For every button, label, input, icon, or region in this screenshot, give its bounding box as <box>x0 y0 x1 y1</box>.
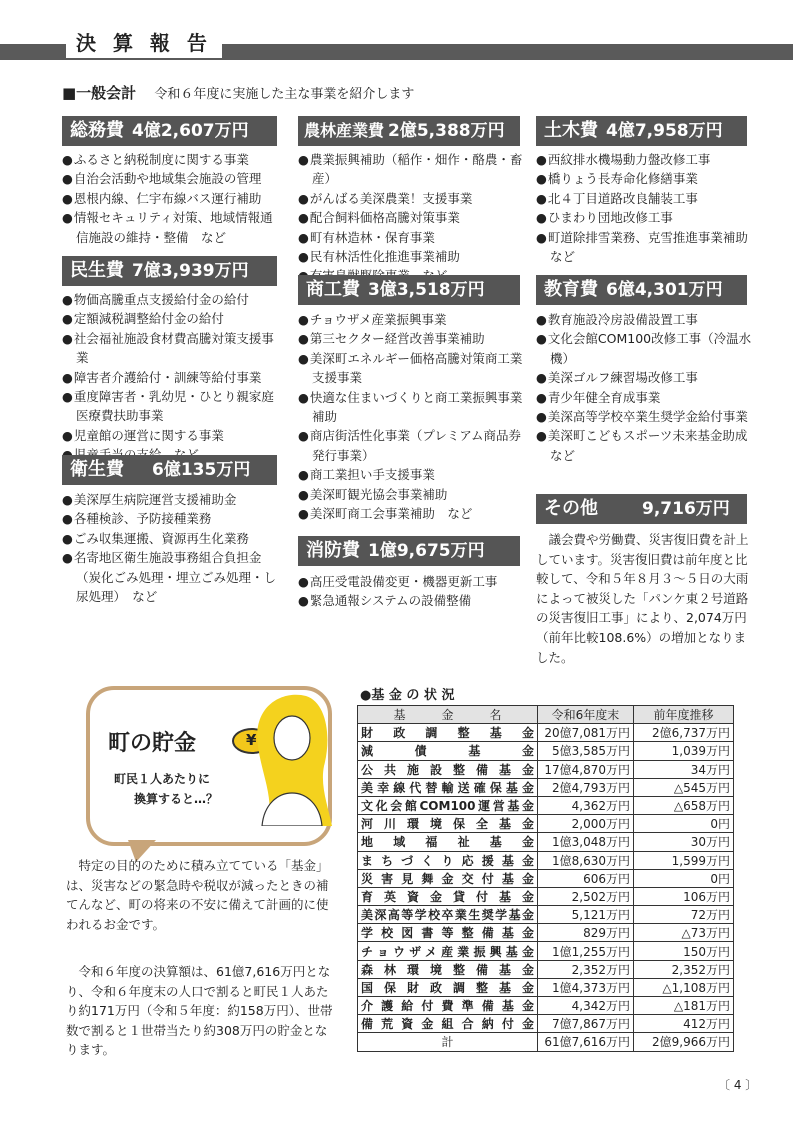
fund-change: △181万円 <box>634 997 734 1015</box>
savings-paragraph-2: 令和６年度の決算額は、61億7,616万円となり、令和６年度末の人口で割ると町民１人あたり約171万円（令和５年度：約158万円）、世帯数で割ると１世帯当たり約308万円の貯金となります。 <box>66 964 333 1058</box>
list-item: ● 恩根内線、仁宇布線バス運行補助 <box>62 189 284 208</box>
fund-change: △545万円 <box>634 778 734 796</box>
category-items-eisei <box>62 490 284 606</box>
fund-balance: 5,121万円 <box>538 906 634 924</box>
list-item: ● 西紋排水機場動力盤改修工事 <box>536 150 758 169</box>
category-items-somu <box>62 150 284 247</box>
fund-balance: 4,362万円 <box>538 796 634 814</box>
fund-balance: 2,000万円 <box>538 815 634 833</box>
table-row <box>358 724 734 742</box>
category-name: 農林産業費 <box>304 121 385 140</box>
fund-name: まちづくり応援基金 <box>358 851 538 869</box>
fund-change: 106万円 <box>634 887 734 905</box>
list-item: ● 情報セキュリティ対策、地域情報通信施設の維持・整備 など <box>62 208 284 247</box>
category-box-kyoiku <box>536 275 747 305</box>
table-row <box>358 924 734 942</box>
fund-title: ●基 金 の 状 況 <box>360 688 455 703</box>
list-item: ● 美深町商工会事業補助 など <box>298 504 523 523</box>
fund-change: 0円 <box>634 869 734 887</box>
list-item: ● 社会福祉施設食材費高騰対策支援事業 <box>62 329 284 368</box>
fund-name: 河川環境保全基金 <box>358 815 538 833</box>
fund-balance: 7億7,867万円 <box>538 1015 634 1033</box>
fund-name: 災害見舞金交付基金 <box>358 869 538 887</box>
fund-name: 美幸線代替輸送確保基金 <box>358 778 538 796</box>
table-row <box>358 815 734 833</box>
table-row <box>358 960 734 978</box>
fund-name: 備荒資金組合納付金 <box>358 1015 538 1033</box>
fund-change: 412万円 <box>634 1015 734 1033</box>
table-row <box>358 906 734 924</box>
list-item: ● 教育施設冷房設備設置工事 <box>536 310 758 329</box>
table-row <box>358 997 734 1015</box>
category-name: 消防費 <box>306 540 360 561</box>
fund-name: 介護給付費準備基金 <box>358 997 538 1015</box>
fund-change: △1,108万円 <box>634 978 734 996</box>
section-heading <box>62 82 414 103</box>
list-item: ● 名寄地区衛生施設事務組合負担金（炭化ごみ処理・埋立ごみ処理・し尿処理） など <box>62 548 284 606</box>
savings-paragraph-1: 特定の目的のために積み立てている「基金」は、災害などの緊急時や税収が減ったときの補てんなど、町の将来の不安に備えて計画的に使われるお金です。 <box>66 858 329 932</box>
list-item: ● 町道除排雪業務、克雪推進事業補助 など <box>536 228 758 267</box>
fund-name: 森林環境整備基金 <box>358 960 538 978</box>
list-item: ● 快適な住まいづくりと商工業振興事業補助 <box>298 388 523 427</box>
category-items-norin <box>298 150 523 286</box>
fund-change: △658万円 <box>634 796 734 814</box>
table-row <box>358 742 734 760</box>
column-header: 令和6年度末 <box>538 706 634 724</box>
category-box-doboku <box>536 116 747 146</box>
category-name: 民生費 <box>70 260 124 281</box>
fund-name: チョウザメ産業振興基金 <box>358 942 538 960</box>
category-amount: 6億135万円 <box>152 460 251 480</box>
category-items-shoko <box>298 310 523 523</box>
list-item: ● 児童館の運営に関する事業 <box>62 426 284 445</box>
list-item: ● 自治会活動や地域集会施設の管理 <box>62 169 284 188</box>
category-items-minsei <box>62 290 284 465</box>
list-item: ● 民有林活性化推進事業補助 <box>298 247 523 266</box>
fund-name: 美深高等学校卒業生奨学基金 <box>358 906 538 924</box>
fund-balance: 1億8,630万円 <box>538 851 634 869</box>
fund-balance: 606万円 <box>538 869 634 887</box>
list-item: ● 美深ゴルフ練習場改修工事 <box>536 368 758 387</box>
table-header-row <box>358 706 734 724</box>
list-item: ● 美深町観光協会事業補助 <box>298 485 523 504</box>
list-item: ● 農業振興補助（稲作・畑作・酪農・畜産） <box>298 150 523 189</box>
fund-name: 地域福祉基金 <box>358 833 538 851</box>
category-box-shoko <box>298 275 520 305</box>
fund-change: △73万円 <box>634 924 734 942</box>
fund-name: 公共施設整備基金 <box>358 760 538 778</box>
list-item: ● ごみ収集運搬、資源再生化業務 <box>62 529 284 548</box>
table-total-row <box>358 1033 734 1051</box>
category-box-norin <box>298 116 520 146</box>
category-amount: 2億5,388万円 <box>388 121 505 141</box>
category-box-sonota <box>536 494 747 524</box>
category-box-shobo <box>298 536 520 566</box>
category-items-doboku <box>536 150 761 266</box>
column-header: 前年度推移 <box>634 706 734 724</box>
fund-balance: 2,502万円 <box>538 887 634 905</box>
category-amount: 4億2,607万円 <box>132 121 249 141</box>
category-name: 土木費 <box>544 120 598 141</box>
category-box-somu <box>62 116 277 146</box>
category-amount: 9,716万円 <box>642 499 730 519</box>
category-items-shobo <box>298 572 523 611</box>
list-item: ● 文化会館COM100改修工事（冷温水機） <box>536 329 758 368</box>
category-name: その他 <box>544 498 598 519</box>
fund-balance: 1億4,373万円 <box>538 978 634 996</box>
list-item: ● 商工業担い手支援事業 <box>298 465 523 484</box>
list-item: ● 配合飼料価格高騰対策事業 <box>298 208 523 227</box>
list-item: ● 商店街活性化事業（プレミアム商品券発行事業） <box>298 426 523 465</box>
category-amount: 1億9,675万円 <box>368 541 485 561</box>
table-row <box>358 833 734 851</box>
list-item: ● がんばる美深農業！支援事業 <box>298 189 523 208</box>
table-row <box>358 978 734 996</box>
category-name: 衛生費 <box>70 459 124 480</box>
category-amount: 3億3,518万円 <box>368 280 485 300</box>
fund-name: 育英資金貸付基金 <box>358 887 538 905</box>
section-heading-label: ■一般会計 <box>62 84 137 102</box>
fund-balance: 20億7,081万円 <box>538 724 634 742</box>
category-name: 教育費 <box>544 279 598 300</box>
fund-change: 2億6,737万円 <box>634 724 734 742</box>
category-name: 総務費 <box>70 120 124 141</box>
section-subtitle: 令和６年度に実施した主な事業を紹介します <box>154 87 415 102</box>
category-name: 商工費 <box>306 279 360 300</box>
fund-balance: 1億1,255万円 <box>538 942 634 960</box>
sonota-description: 議会費や労働費、災害復旧費を計上しています。災害復旧費は前年度と比較して、令和５年８月３～５日の大雨によって被災した「パンケ東２号道路の災害復旧工事」により、2,074万円（前年比較108.6%）の増加となりました。 <box>536 532 749 665</box>
fund-name: 国保財政調整基金 <box>358 978 538 996</box>
fund-name: 減債基金 <box>358 742 538 760</box>
fund-balance: 829万円 <box>538 924 634 942</box>
fund-change: 0円 <box>634 815 734 833</box>
list-item: ● 定額減税調整給付金の給付 <box>62 309 284 328</box>
list-item: ● ふるさと納税制度に関する事業 <box>62 150 284 169</box>
list-item: ● 橋りょう長寿命化修繕事業 <box>536 169 758 188</box>
table-row <box>358 796 734 814</box>
list-item: ● 北４丁目道路改良舗装工事 <box>536 189 758 208</box>
savings-subtitle-1: 町民１人あたりに <box>114 772 211 786</box>
list-item: ● 美深厚生病院運営支援補助金 <box>62 490 284 509</box>
list-item: ● 重度障害者・乳幼児・ひとり親家庭医療費扶助事業 <box>62 387 284 426</box>
list-item: ● チョウザメ産業振興事業 <box>298 310 523 329</box>
face-shape <box>274 716 310 760</box>
page-number: 〔 4 〕 <box>718 1078 758 1092</box>
total-balance: 61億7,616万円 <box>538 1033 634 1051</box>
list-item: ● 美深高等学校卒業生奨学金給付事業 <box>536 407 758 426</box>
table-row <box>358 1015 734 1033</box>
fund-change: 30万円 <box>634 833 734 851</box>
list-item: ● 高圧受電設備変更・機器更新工事 <box>298 572 523 591</box>
yen-symbol: ¥ <box>246 731 257 749</box>
list-item: ● 緊急通報システムの設備整備 <box>298 591 523 610</box>
table-row <box>358 778 734 796</box>
page-title: 決 算 報 告 <box>66 28 222 58</box>
list-item: ● ひまわり団地改修工事 <box>536 208 758 227</box>
fund-balance: 4,342万円 <box>538 997 634 1015</box>
fund-table <box>357 705 734 1052</box>
list-item: ● 町有林造林・保育事業 <box>298 228 523 247</box>
total-change: 2億9,966万円 <box>634 1033 734 1051</box>
fund-change: 72万円 <box>634 906 734 924</box>
table-row <box>358 942 734 960</box>
fund-name: 財政調整基金 <box>358 724 538 742</box>
table-row <box>358 851 734 869</box>
fund-balance: 17億4,870万円 <box>538 760 634 778</box>
list-item: ● 障害者介護給付・訓練等給付事業 <box>62 368 284 387</box>
fund-change: 150万円 <box>634 942 734 960</box>
category-box-eisei <box>62 455 277 485</box>
list-item: ● 青少年健全育成事業 <box>536 388 758 407</box>
category-box-minsei <box>62 256 277 286</box>
fund-balance: 5億3,585万円 <box>538 742 634 760</box>
fund-name: 学校図書等整備基金 <box>358 924 538 942</box>
category-amount: 6億4,301万円 <box>606 280 723 300</box>
fund-change: 1,599万円 <box>634 851 734 869</box>
list-item: ● 美深町エネルギー価格高騰対策商工業支援事業 <box>298 349 523 388</box>
list-item: ● 第三セクター経営改善事業補助 <box>298 329 523 348</box>
fund-balance: 2億4,793万円 <box>538 778 634 796</box>
savings-title: 町の貯金 <box>108 731 197 756</box>
savings-subtitle-2: 換算すると…？ <box>134 792 219 806</box>
list-item: ● 美深町こどもスポーツ未来基金助成 など <box>536 426 758 465</box>
table-row <box>358 760 734 778</box>
fund-balance: 1億3,048万円 <box>538 833 634 851</box>
fund-change: 34万円 <box>634 760 734 778</box>
category-items-kyoiku <box>536 310 758 465</box>
category-amount: 7億3,939万円 <box>132 261 249 281</box>
fund-change: 1,039万円 <box>634 742 734 760</box>
table-row <box>358 869 734 887</box>
woman-illustration-icon <box>248 686 332 826</box>
column-header: 基 金 名 <box>358 706 538 724</box>
fund-change: 2,352万円 <box>634 960 734 978</box>
table-row <box>358 887 734 905</box>
fund-name: 文化会館COM100運営基金 <box>358 796 538 814</box>
category-amount: 4億7,958万円 <box>606 121 723 141</box>
list-item: ● 各種検診、予防接種業務 <box>62 509 284 528</box>
fund-balance: 2,352万円 <box>538 960 634 978</box>
total-label: 計 <box>358 1033 538 1051</box>
list-item: ● 物価高騰重点支援給付金の給付 <box>62 290 284 309</box>
